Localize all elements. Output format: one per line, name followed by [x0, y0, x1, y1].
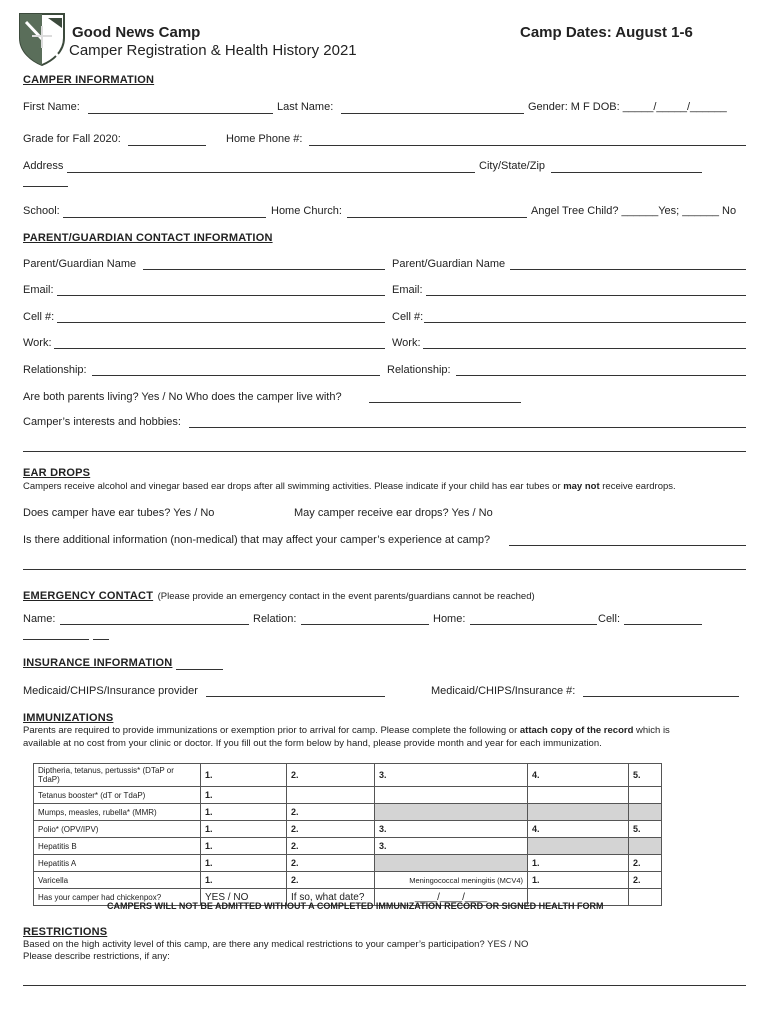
emergency-heading-row [23, 586, 535, 604]
insurance-heading: INSURANCE INFORMATION [23, 657, 173, 669]
tetanus-label: Tetanus booster* (dT or TdaP) [34, 787, 201, 804]
guardian-heading: PARENT/GUARDIAN CONTACT INFORMATION [23, 232, 273, 244]
hepb-dose-1[interactable]: 1. [201, 838, 287, 855]
dtap-dose-2[interactable]: 2. [287, 764, 375, 787]
restrictions-question: Based on the high activity level of this camp, are there any medical restrictions to your camper’s participation? YES / NO [23, 939, 529, 950]
shield-icon [18, 12, 66, 66]
camp-dates: Camp Dates: August 1-6 [520, 24, 693, 41]
parents-living-question: Are both parents living? Yes / No Who does the camper live with? [23, 391, 342, 403]
immunizations-description [23, 725, 670, 736]
chickenpox-label: Has your camper had chickenpox? [34, 889, 201, 906]
home-church-label: Home Church: [271, 205, 342, 217]
guardian2-name-field[interactable] [510, 269, 746, 270]
address-label: Address [23, 160, 64, 172]
guardian1-name-label: Parent/Guardian Name [23, 258, 137, 270]
table-row [34, 764, 662, 787]
emergency-name-label: Name: [23, 613, 56, 625]
dtap-dose-3[interactable]: 3. [375, 764, 528, 787]
mening-dose-2[interactable]: 2. [629, 855, 662, 872]
additional-info-label: Is there additional information (non-medical) that may affect your camper’s experience at camp? [23, 534, 491, 546]
mmr-dose-1[interactable]: 1. [201, 804, 287, 821]
table-row [34, 787, 662, 804]
camp-shield-logo [18, 12, 66, 66]
guardian1-work-label: Work: [23, 337, 52, 349]
meningococcal-dose-1[interactable]: 1. [528, 872, 629, 889]
guardian2-name-label: Parent/Guardian Name [392, 258, 506, 270]
shaded-cell [528, 838, 629, 855]
guardian2-cell-label: Cell #: [392, 311, 424, 323]
shaded-cell [528, 804, 629, 821]
guardian1-email-field[interactable] [57, 295, 385, 296]
grade-label: Grade for Fall 2020: [23, 133, 121, 145]
dtap-dose-5[interactable]: 5. [629, 764, 662, 787]
grade-field[interactable] [128, 145, 206, 146]
empty-cell [528, 787, 629, 804]
city-field[interactable] [551, 172, 702, 173]
ear-drops-question: May camper receive ear drops? Yes / No [294, 507, 493, 519]
interests-field-continued[interactable] [23, 451, 746, 452]
guardian2-email-field[interactable] [426, 295, 746, 296]
emergency-home-field[interactable] [470, 624, 597, 625]
emergency-home-label: Home: [433, 613, 466, 625]
polio-dose-5[interactable]: 5. [629, 821, 662, 838]
mening-dose-1[interactable]: 1. [528, 855, 629, 872]
tetanus-dose-1[interactable]: 1. [201, 787, 287, 804]
insurance-number-field[interactable] [583, 696, 739, 697]
guardian2-relationship-field[interactable] [456, 375, 746, 376]
ear-drops-desc-a: Campers receive alcohol and vinegar based ear drops after all swimming activities. Please indicate if your child has ear tubes or [23, 481, 564, 492]
lives-with-field[interactable] [369, 402, 521, 403]
gender-dob-label: Gender: M F DOB: _____/_____/______ [528, 101, 727, 113]
table-row [34, 821, 662, 838]
guardian2-email-label: Email: [392, 284, 423, 296]
guardian2-relationship-label: Relationship: [387, 364, 451, 376]
camp-name: Good News Camp [72, 24, 201, 41]
additional-info-field[interactable] [509, 545, 746, 546]
table-row [34, 872, 662, 889]
address-field[interactable] [67, 172, 475, 173]
school-label: School: [23, 205, 60, 217]
home-phone-field[interactable] [309, 145, 746, 146]
guardian1-relationship-field[interactable] [92, 375, 380, 376]
table-row [34, 838, 662, 855]
hepa-label: Hepatitis A [34, 855, 201, 872]
ear-drops-desc-b: receive eardrops. [599, 481, 676, 492]
polio-dose-3[interactable]: 3. [375, 821, 528, 838]
guardian2-cell-field[interactable] [424, 322, 746, 323]
guardian1-work-field[interactable] [54, 348, 385, 349]
last-name-label: Last Name: [277, 101, 334, 113]
varicella-label: Varicella [34, 872, 201, 889]
guardian1-cell-field[interactable] [57, 322, 385, 323]
insurance-provider-field[interactable] [206, 696, 385, 697]
immunization-warning: CAMPERS WILL NOT BE ADMITTED WITHOUT A COMPLETED IMMUNIZATION RECORD OR SIGNED HEALTH FORM [107, 901, 604, 911]
immunizations-desc-b: which is [633, 725, 670, 736]
camper-info-heading: CAMPER INFORMATION [23, 74, 155, 86]
first-name-label: First Name: [23, 101, 80, 113]
emergency-cell-continued-a[interactable] [23, 639, 89, 640]
restrictions-field[interactable] [23, 985, 746, 986]
polio-dose-4[interactable]: 4. [528, 821, 629, 838]
empty-cell [629, 889, 662, 906]
hepb-label: Hepatitis B [34, 838, 201, 855]
guardian1-name-field[interactable] [143, 269, 385, 270]
insurance-provider-label: Medicaid/CHIPS/Insurance provider [23, 685, 198, 697]
shaded-cell [629, 804, 662, 821]
emergency-cell-label: Cell: [598, 613, 621, 625]
table-row [34, 855, 662, 872]
last-name-field[interactable] [341, 113, 524, 114]
ear-tubes-question: Does camper have ear tubes? Yes / No [23, 507, 215, 519]
immunizations-heading: IMMUNIZATIONS [23, 712, 114, 724]
form-subtitle: Camper Registration & Health History 2021 [69, 42, 357, 59]
polio-label: Polio* (OPV/IPV) [34, 821, 201, 838]
empty-cell [375, 787, 528, 804]
empty-cell [287, 787, 375, 804]
shaded-cell [375, 855, 528, 872]
meningococcal-dose-2[interactable]: 2. [629, 872, 662, 889]
interests-field[interactable] [189, 427, 746, 428]
shaded-cell [629, 838, 662, 855]
varicella-dose-2[interactable]: 2. [287, 872, 375, 889]
school-field[interactable] [63, 217, 266, 218]
city-label: City/State/Zip [479, 160, 546, 172]
hepa-dose-2[interactable]: 2. [287, 855, 375, 872]
table-row [34, 804, 662, 821]
immunizations-desc-bold: attach copy of the record [519, 725, 634, 736]
guardian2-work-field[interactable] [423, 348, 746, 349]
hepb-dose-3[interactable]: 3. [375, 838, 528, 855]
guardian1-email-label: Email: [23, 284, 54, 296]
hepa-dose-1[interactable]: 1. [201, 855, 287, 872]
dtap-label: Diptheria, tetanus, pertussis* (DTaP or TdaP) [34, 764, 201, 787]
guardian1-relationship-label: Relationship: [23, 364, 87, 376]
emergency-name-field[interactable] [60, 624, 249, 625]
ear-drops-heading: EAR DROPS [23, 467, 91, 479]
chickenpox-yes-no[interactable]: YES / NO [201, 889, 287, 906]
mmr-dose-2[interactable]: 2. [287, 804, 375, 821]
guardian1-cell-label: Cell #: [23, 311, 55, 323]
angel-tree-label: Angel Tree Child? ______Yes; ______ No [531, 205, 737, 217]
empty-cell [629, 787, 662, 804]
mmr-label: Mumps, measles, rubella* (MMR) [34, 804, 201, 821]
ear-drops-description [23, 481, 676, 492]
restrictions-heading: RESTRICTIONS [23, 926, 108, 938]
address-field-continued[interactable] [23, 186, 68, 187]
emergency-cell-field[interactable] [624, 624, 702, 625]
shaded-cell [375, 804, 528, 821]
home-church-field[interactable] [347, 217, 527, 218]
dtap-dose-4[interactable]: 4. [528, 764, 629, 787]
guardian2-work-label: Work: [392, 337, 421, 349]
varicella-dose-1[interactable]: 1. [201, 872, 287, 889]
polio-dose-1[interactable]: 1. [201, 821, 287, 838]
additional-info-field-continued[interactable] [23, 569, 746, 570]
emergency-relation-label: Relation: [253, 613, 297, 625]
restrictions-describe: Please describe restrictions, if any: [23, 951, 170, 962]
ear-drops-desc-bold: may not [563, 481, 600, 492]
polio-dose-2[interactable]: 2. [287, 821, 375, 838]
immunizations-desc-a: Parents are required to provide immunizations or exemption prior to arrival for camp. Please complete the following or [23, 725, 520, 736]
first-name-field[interactable] [88, 113, 273, 114]
emergency-note: (Please provide an emergency contact in the event parents/guardians cannot be reached) [157, 591, 535, 602]
emergency-heading: EMERGENCY CONTACT [23, 590, 154, 602]
immunization-table [33, 763, 662, 906]
hepb-dose-2[interactable]: 2. [287, 838, 375, 855]
insurance-heading-rule [176, 669, 223, 670]
emergency-relation-field[interactable] [301, 624, 429, 625]
home-phone-label: Home Phone #: [226, 133, 303, 145]
emergency-cell-continued-b[interactable] [93, 639, 109, 640]
chickenpox-date-field[interactable]: ____/____/____ [375, 889, 528, 906]
chickenpox-date-label: If so, what date? [287, 889, 375, 906]
immunizations-description-line2: available at no cost from your clinic or doctor. If you fill out the form below by hand, please provide month and year for each immunization. [23, 738, 602, 749]
interests-label: Camper’s interests and hobbies: [23, 416, 181, 428]
meningococcal-label: Meningococcal meningitis (MCV4) [375, 872, 528, 889]
dtap-dose-1[interactable]: 1. [201, 764, 287, 787]
insurance-number-label: Medicaid/CHIPS/Insurance #: [431, 685, 576, 697]
